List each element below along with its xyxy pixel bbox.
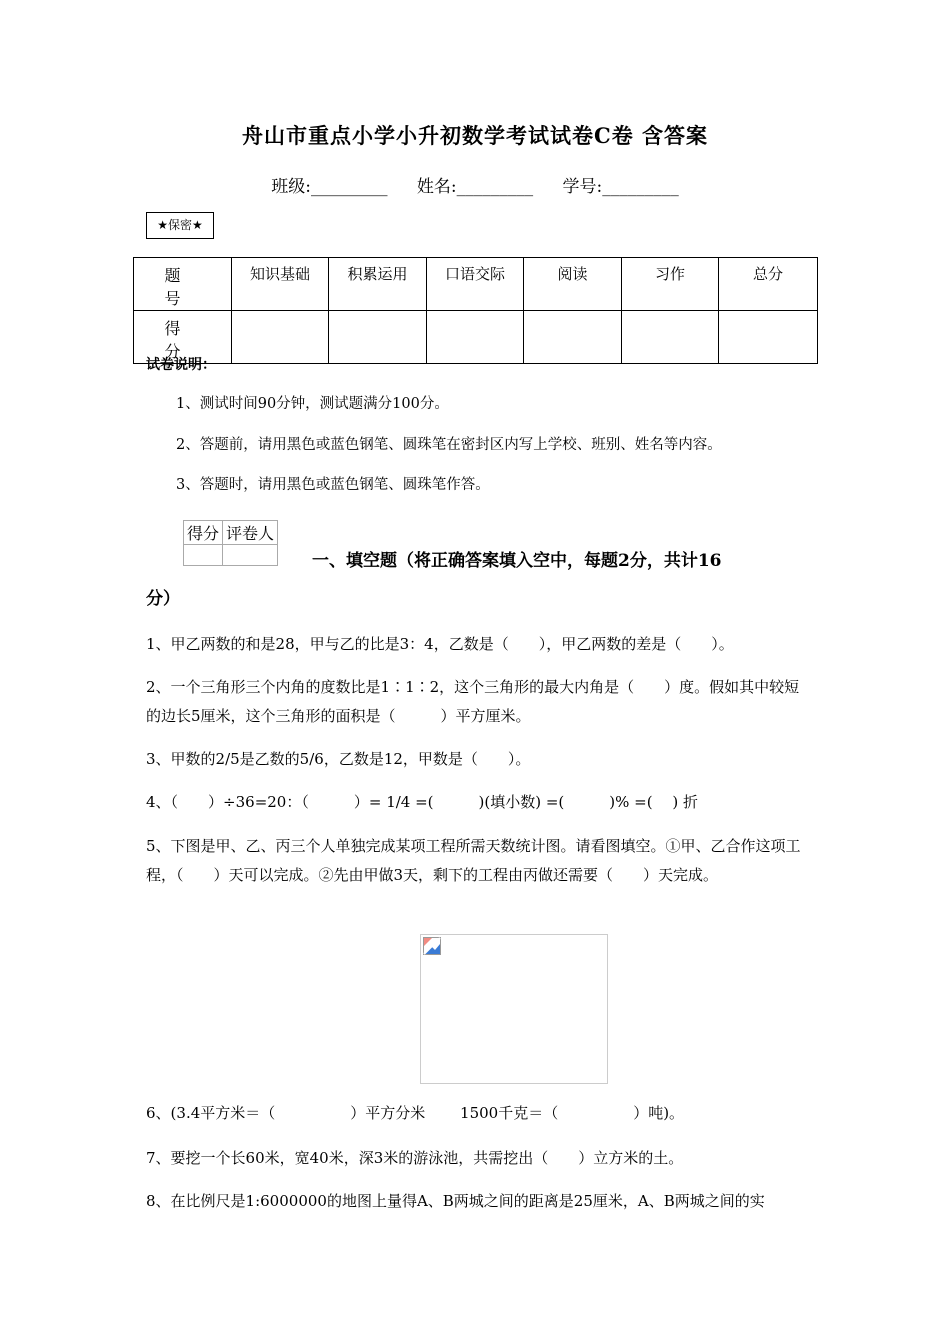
broken-image-icon	[423, 937, 441, 955]
question-item: 3、甲数的2/5是乙数的5/6，乙数是12，甲数是（ ）。	[146, 750, 531, 768]
name-field: 姓名:_________	[416, 177, 534, 197]
score-table	[133, 257, 818, 364]
student-id-field: 学号:_________	[562, 177, 679, 197]
grader-score-cell[interactable]	[184, 545, 223, 566]
score-header-cell: 习作	[622, 258, 719, 311]
score-cell[interactable]	[427, 311, 524, 364]
note-item: 1、测试时间90分钟，测试题满分100分。	[176, 396, 449, 412]
question-item: 2、一个三角形三个内角的度数比是1∶1∶2，这个三角形的最大内角是（ ）度。假如其中较短的边长5厘米，这个三角形的面积是（ ）平方厘米。	[146, 678, 800, 725]
question-item: 4、（ ）÷36=20：（ ）= 1/4 =( )(填小数) =( )% =( ) 折	[146, 793, 698, 811]
question-item: 6、(3.4平方米＝（ ）平方分米 1500千克＝（ ）吨)。	[146, 1104, 685, 1122]
confidential-badge: ★保密★	[146, 212, 214, 239]
score-header-cell: 知识基础	[232, 258, 329, 311]
note-item: 3、答题时，请用黑色或蓝色钢笔、圆珠笔作答。	[176, 477, 490, 493]
section-heading-continued: 分）	[146, 589, 180, 609]
score-table-header-row	[134, 258, 818, 311]
page-title: 舟山市重点小学小升初数学考试试卷C卷 含答案	[241, 123, 709, 148]
score-cell[interactable]	[329, 311, 427, 364]
score-cell[interactable]	[622, 311, 719, 364]
class-field: 班级:_________	[271, 177, 388, 197]
score-header-cell: 积累运用	[329, 258, 427, 311]
grader-table	[183, 520, 278, 566]
score-cell[interactable]	[232, 311, 329, 364]
question-item: 7、要挖一个长60米，宽40米，深3米的游泳池，共需挖出（ ）立方米的土。	[146, 1149, 684, 1167]
grader-score-label: 得分	[184, 521, 223, 545]
grader-name-cell[interactable]	[223, 545, 278, 566]
question-item: 1、甲乙两数的和是28，甲与乙的比是3：4，乙数是（ ），甲乙两数的差是（ ）。	[146, 635, 734, 653]
score-header-cell: 题 号	[134, 258, 232, 311]
question-item: 8、在比例尺是1:6000000的地图上量得A、B两城之间的距离是25厘米，A、B两城之间的实	[146, 1192, 765, 1210]
note-item: 2、答题前，请用黑色或蓝色钢笔、圆珠笔在密封区内写上学校、班别、姓名等内容。	[176, 437, 722, 453]
score-header-cell: 阅读	[524, 258, 622, 311]
notes-heading: 试卷说明：	[146, 357, 216, 373]
score-cell[interactable]	[524, 311, 622, 364]
score-table-score-row	[134, 311, 818, 364]
grader-name-label: 评卷人	[223, 521, 278, 545]
score-header-cell: 总分	[719, 258, 818, 311]
score-row-label: 得 分	[134, 311, 232, 364]
section-heading: 一、填空题（将正确答案填入空中，每题2分，共计16	[312, 551, 722, 571]
score-cell[interactable]	[719, 311, 818, 364]
score-header-cell: 口语交际	[427, 258, 524, 311]
chart-image-placeholder	[420, 934, 608, 1084]
question-item: 5、下图是甲、乙、丙三个人单独完成某项工程所需天数统计图。请看图填空。①甲、乙合作这项工程，（ ）天可以完成。②先由甲做3天，剩下的工程由丙做还需要（ ）天完成。	[146, 837, 801, 884]
student-info-line	[0, 172, 950, 197]
